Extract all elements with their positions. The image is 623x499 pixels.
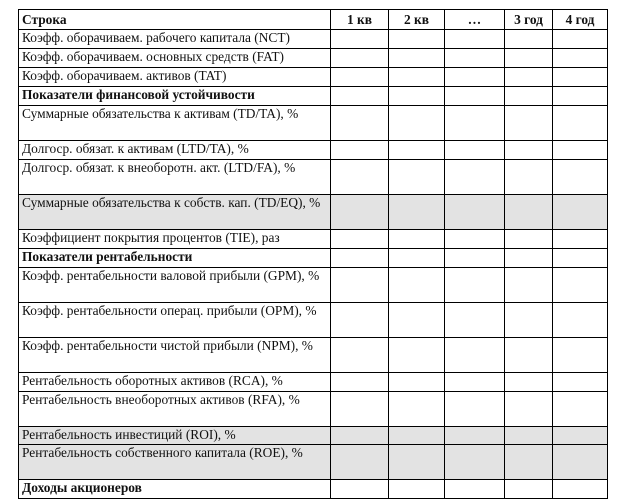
value-cell bbox=[389, 106, 445, 141]
value-cell bbox=[505, 373, 553, 392]
value-cell bbox=[389, 195, 445, 230]
value-cell bbox=[553, 303, 608, 338]
value-cell bbox=[331, 106, 389, 141]
value-cell bbox=[389, 427, 445, 445]
value-cell bbox=[389, 30, 445, 49]
value-cell bbox=[445, 427, 505, 445]
header-q2: 2 кв bbox=[389, 10, 445, 30]
value-cell bbox=[331, 392, 389, 427]
value-cell bbox=[445, 195, 505, 230]
value-cell bbox=[553, 480, 608, 499]
table-row bbox=[19, 106, 608, 141]
value-cell bbox=[331, 249, 389, 268]
section-header-row bbox=[19, 480, 608, 499]
value-cell bbox=[505, 268, 553, 303]
value-cell bbox=[331, 30, 389, 49]
value-cell bbox=[553, 195, 608, 230]
value-cell bbox=[505, 195, 553, 230]
value-cell bbox=[445, 303, 505, 338]
table-row bbox=[19, 195, 608, 230]
table-row bbox=[19, 68, 608, 87]
value-cell bbox=[445, 49, 505, 68]
value-cell bbox=[445, 338, 505, 373]
value-cell bbox=[331, 303, 389, 338]
header-row bbox=[19, 10, 608, 30]
value-cell bbox=[553, 30, 608, 49]
value-cell bbox=[505, 445, 553, 480]
header-row-label: Строка bbox=[19, 10, 331, 30]
value-cell bbox=[445, 392, 505, 427]
row-label: Рентабельность собственного капитала (ROE), % bbox=[19, 445, 331, 480]
value-cell bbox=[553, 141, 608, 160]
value-cell bbox=[389, 268, 445, 303]
value-cell bbox=[553, 160, 608, 195]
row-label: Рентабельность оборотных активов (RCA), % bbox=[19, 373, 331, 392]
value-cell bbox=[389, 230, 445, 249]
value-cell bbox=[445, 373, 505, 392]
value-cell bbox=[445, 268, 505, 303]
value-cell bbox=[445, 141, 505, 160]
value-cell bbox=[553, 68, 608, 87]
value-cell bbox=[505, 230, 553, 249]
value-cell bbox=[331, 195, 389, 230]
table-row bbox=[19, 268, 608, 303]
value-cell bbox=[331, 49, 389, 68]
row-label: Коэфф. рентабельности чистой прибыли (NPM), % bbox=[19, 338, 331, 373]
value-cell bbox=[389, 87, 445, 106]
value-cell bbox=[331, 268, 389, 303]
value-cell bbox=[505, 392, 553, 427]
value-cell bbox=[505, 249, 553, 268]
row-label: Коэфф. рентабельности операц. прибыли (OPM), % bbox=[19, 303, 331, 338]
row-label: Коэфф. оборачиваем. активов (TAT) bbox=[19, 68, 331, 87]
row-label: Коэфф. оборачиваем. основных средств (FAT) bbox=[19, 49, 331, 68]
value-cell bbox=[445, 87, 505, 106]
value-cell bbox=[505, 427, 553, 445]
table-row bbox=[19, 427, 608, 445]
value-cell bbox=[389, 249, 445, 268]
row-label: Суммарные обязательства к активам (TD/TA), % bbox=[19, 106, 331, 141]
value-cell bbox=[553, 230, 608, 249]
value-cell bbox=[553, 268, 608, 303]
value-cell bbox=[505, 30, 553, 49]
row-label: Рентабельность инвестиций (ROI), % bbox=[19, 427, 331, 445]
value-cell bbox=[505, 49, 553, 68]
value-cell bbox=[553, 87, 608, 106]
value-cell bbox=[445, 445, 505, 480]
row-label: Рентабельность внеоборотных активов (RFA), % bbox=[19, 392, 331, 427]
table-row bbox=[19, 30, 608, 49]
value-cell bbox=[331, 445, 389, 480]
value-cell bbox=[389, 445, 445, 480]
value-cell bbox=[505, 87, 553, 106]
table-row bbox=[19, 373, 608, 392]
section-header-row bbox=[19, 249, 608, 268]
value-cell bbox=[505, 160, 553, 195]
value-cell bbox=[505, 303, 553, 338]
row-label: Долгоср. обязат. к активам (LTD/TA), % bbox=[19, 141, 331, 160]
section-title: Доходы акционеров bbox=[19, 480, 331, 499]
row-label: Долгоср. обязат. к внеоборотн. акт. (LTD/FA), % bbox=[19, 160, 331, 195]
financial-ratios-table bbox=[18, 9, 608, 499]
table-body bbox=[19, 30, 608, 499]
value-cell bbox=[445, 249, 505, 268]
header-ellipsis: … bbox=[445, 10, 505, 30]
row-label: Суммарные обязательства к собств. кап. (TD/EQ), % bbox=[19, 195, 331, 230]
value-cell bbox=[331, 230, 389, 249]
table-row bbox=[19, 392, 608, 427]
value-cell bbox=[445, 106, 505, 141]
value-cell bbox=[445, 30, 505, 49]
value-cell bbox=[553, 249, 608, 268]
value-cell bbox=[445, 160, 505, 195]
value-cell bbox=[505, 106, 553, 141]
value-cell bbox=[331, 68, 389, 87]
value-cell bbox=[553, 392, 608, 427]
value-cell bbox=[445, 68, 505, 87]
value-cell bbox=[331, 480, 389, 499]
value-cell bbox=[389, 68, 445, 87]
value-cell bbox=[389, 49, 445, 68]
value-cell bbox=[389, 373, 445, 392]
row-label: Коэфф. оборачиваем. рабочего капитала (NCT) bbox=[19, 30, 331, 49]
value-cell bbox=[553, 445, 608, 480]
value-cell bbox=[553, 49, 608, 68]
row-label: Коэффициент покрытия процентов (TIE), раз bbox=[19, 230, 331, 249]
value-cell bbox=[331, 338, 389, 373]
table-row bbox=[19, 230, 608, 249]
section-title: Показатели рентабельности bbox=[19, 249, 331, 268]
table-row bbox=[19, 303, 608, 338]
value-cell bbox=[389, 480, 445, 499]
value-cell bbox=[331, 373, 389, 392]
header-q1: 1 кв bbox=[331, 10, 389, 30]
value-cell bbox=[331, 160, 389, 195]
value-cell bbox=[505, 480, 553, 499]
value-cell bbox=[389, 160, 445, 195]
table-row bbox=[19, 445, 608, 480]
table-row bbox=[19, 49, 608, 68]
value-cell bbox=[553, 106, 608, 141]
value-cell bbox=[389, 303, 445, 338]
value-cell bbox=[505, 141, 553, 160]
table-row bbox=[19, 160, 608, 195]
value-cell bbox=[445, 230, 505, 249]
table-row bbox=[19, 338, 608, 373]
header-year4: 4 год bbox=[553, 10, 608, 30]
value-cell bbox=[331, 427, 389, 445]
value-cell bbox=[505, 338, 553, 373]
value-cell bbox=[389, 141, 445, 160]
table-row bbox=[19, 141, 608, 160]
value-cell bbox=[445, 480, 505, 499]
section-header-row bbox=[19, 87, 608, 106]
value-cell bbox=[553, 338, 608, 373]
value-cell bbox=[389, 338, 445, 373]
value-cell bbox=[389, 392, 445, 427]
value-cell bbox=[331, 87, 389, 106]
value-cell bbox=[331, 141, 389, 160]
value-cell bbox=[553, 427, 608, 445]
row-label: Коэфф. рентабельности валовой прибыли (GPM), % bbox=[19, 268, 331, 303]
value-cell bbox=[553, 373, 608, 392]
header-year3: 3 год bbox=[505, 10, 553, 30]
section-title: Показатели финансовой устойчивости bbox=[19, 87, 331, 106]
value-cell bbox=[505, 68, 553, 87]
